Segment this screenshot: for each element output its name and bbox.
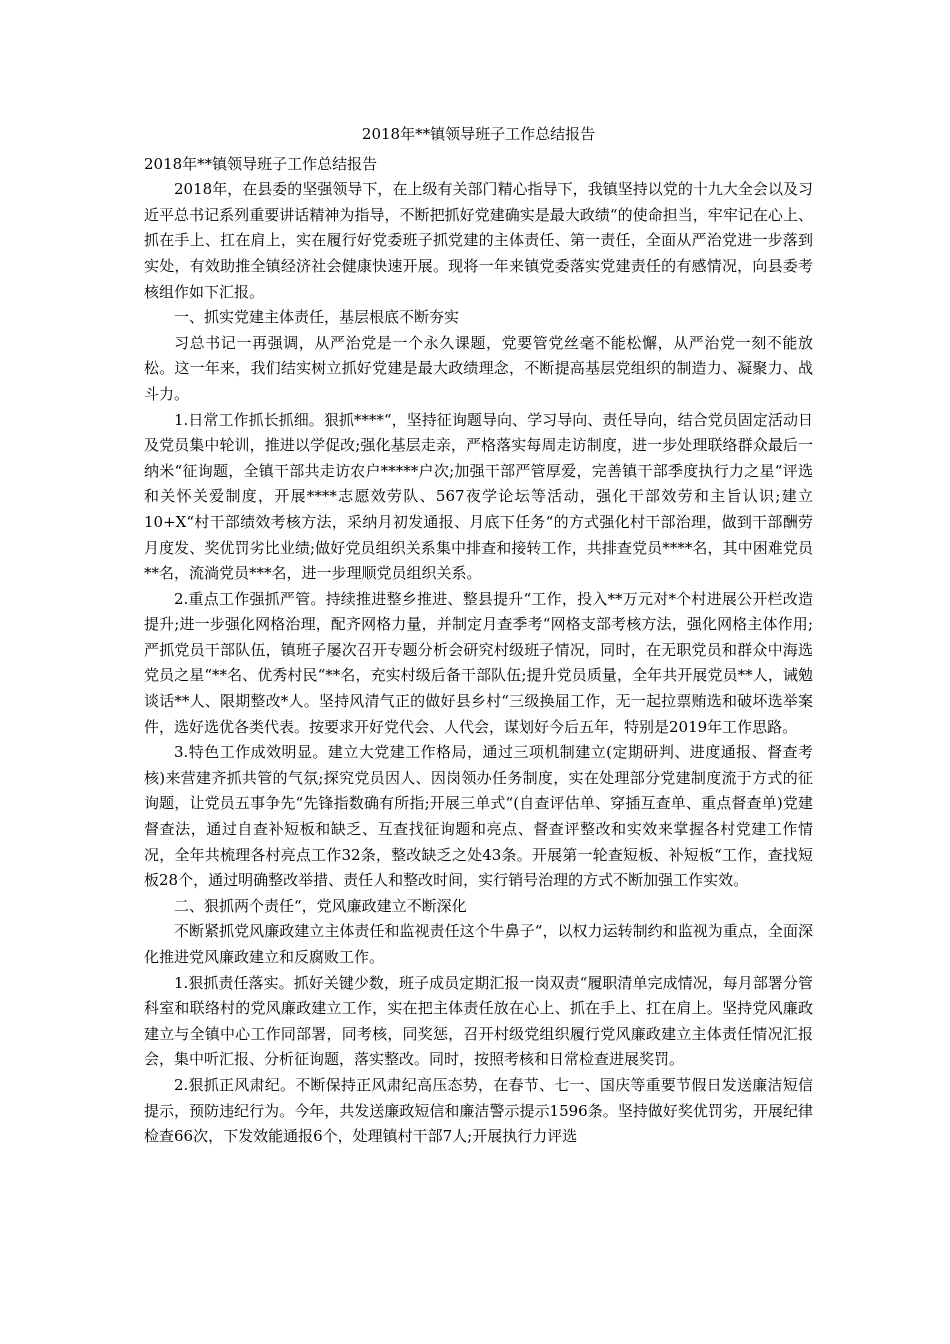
section-2-intro: 不断紧抓党风廉政建立主体责任和监视责任这个牛鼻子“，以权力运转制约和监视为重点，全面深化推进党风廉政建立和反腐败工作。 — [144, 922, 813, 966]
intro-paragraph: 2018年，在县委的坚强领导下，在上级有关部门精心指导下，我镇坚持以党的十九大全会以及习近平总书记系列重要讲话精神为指导，不断把抓好党建确实是最大政绩“的使命担当，牢牢记在心上、抓在手上、扛在肩上，实在履行好党委班子抓党建的主体责任、第一责任，全面从严治党进一步落到实处，有效助推全镇经济社会健康快速开展。现将一年来镇党委落实党建责任的有感情况，向县委考核组作如下汇报。 — [144, 180, 813, 301]
section-heading-2: 二、狠抓两个责任“，党风廉政建立不断深化 — [174, 896, 467, 915]
section-2-item-2: 2.狠抓正风肃纪。不断保持正风肃纪高压态势，在春节、七一、国庆等重要节假日发送廉洁短信提示，预防违纪行为。今年，共发送廉政短信和廉洁警示提示1596条。坚持做好奖优罚劣，开展纪律检查66次，下发效能通报6个，处理镇村干部7人;开展执行力评选 — [144, 1075, 813, 1146]
section-2-item-1: 1.狠抓责任落实。抓好关键少数，班子成员定期汇报一岗双责“履职清单完成情况，每月部署分管科室和联络村的党风廉政建立工作，实在把主体责任放在心上、抓在手上、扛在肩上。坚持党风廉政建立与全镇中心工作同部署，同考核，同奖惩，召开村级党组织履行党风廉政建立主体责任情况汇报会，集中听汇报、分析征询题，落实整改。同时，按照考核和日常检查进展奖罚。 — [144, 973, 813, 1069]
section-1-item-1: 1.日常工作抓长抓细。狠抓****“，坚持征询题导向、学习导向、责任导向，结合党员固定活动日及党员集中轮训，推进以学促改;强化基层走亲，严格落实每周走访制度，进一步处理联络群众最后一纳米“征询题，全镇干部共走访农户*****户次;加强干部严管厚爱，完善镇干部季度执行力之星“评选和关怀关爱制度，开展****志愿效劳队、567夜学论坛等活动，强化干部效劳和主旨认识;建立10+X“村干部绩效考核方法，采纳月初发通报、月底下任务“的方式强化村干部治理，做到干部酬劳月度发、奖优罚劣比业绩;做好党员组织关系集中排查和接转工作，共排查党员****名，其中困难党员**名，流淌党员***名，进一步理顺党员组织关系。 — [144, 410, 813, 583]
section-1-item-3: 3.特色工作成效明显。建立大党建工作格局，通过三项机制建立(定期研判、进度通报、督查考核)来营建齐抓共管的气氛;探究党员因人、因岗领办任务制度，实在处理部分党建制度流于方式的征询题，让党员五事争先“先锋指数确有所指;开展三单式“(自查评估单、穿插互查单、重点督查单)党建督查法，通过自查补短板和缺乏、互查找征询题和亮点、督查评整改和实效来掌握各村党建工作情况，全年共梳理各村亮点工作32条，整改缺乏之处43条。开展第一轮查短板、补短板“工作，查找短板28个，通过明确整改举措、责任人和整改时间，实行销号治理的方式不断加强工作实效。 — [144, 743, 813, 890]
document-title: 2018年**镇领导班子工作总结报告 — [361, 125, 596, 143]
document-page — [144, 122, 813, 1150]
document-body — [144, 177, 813, 1150]
section-heading-1: 一、抓实党建主体责任，基层根底不断夯实 — [174, 308, 460, 327]
section-1-item-2: 2.重点工作强抓严管。持续推进整乡推进、整县提升“工作，投入**万元对*个村进展公开栏改造提升;进一步强化网格治理，配齐网格力量，并制定月查季考“网格支部考核方法，强化网格主体作用;严抓党员干部队伍，镇班子屡次召开专题分析会研究村级班子情况，同时，在无职党员和群众中海选党员之星“**名、优秀村民“**名，充实村级后备干部队伍;提升党员质量，全年共开展党员**人，诫勉谈话**人、限期整改*人。坚持风清气正的做好县乡村“三级换届工作，无一起拉票贿选和破坏选举案件，选好选优各类代表。按要求开好党代会、人代会，谋划好今后五年，特别是2019年工作思路。 — [144, 589, 813, 736]
section-1-intro: 习总书记一再强调，从严治党是一个永久课题，党要管党丝毫不能松懈，从严治党一刻不能放松。这一年来，我们结实树立抓好党建是最大政绩理念，不断提高基层党组织的制造力、凝聚力、战斗力。 — [144, 333, 813, 403]
document-subtitle: 2018年**镇领导班子工作总结报告 — [144, 154, 378, 173]
